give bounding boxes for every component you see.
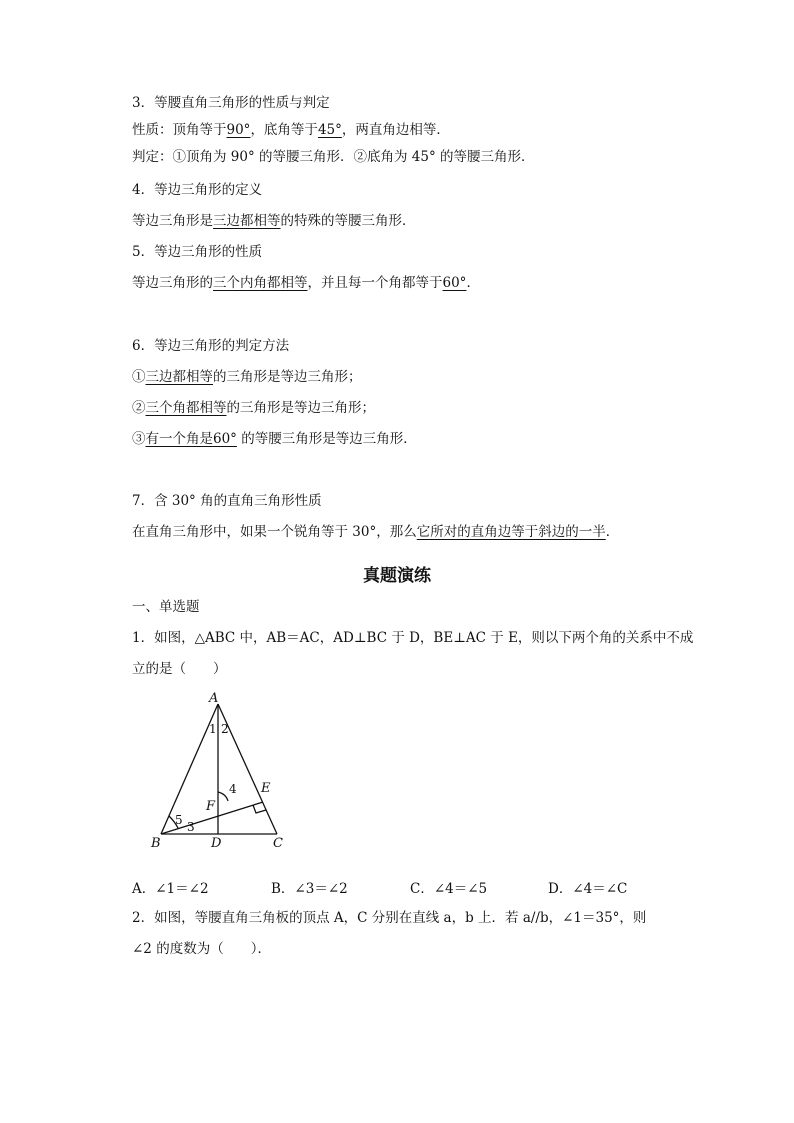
blank-answer: 三边都相等 xyxy=(213,213,281,229)
section-4-heading: 4．等边三角形的定义 xyxy=(132,182,263,198)
text: 的等腰三角形是等边三角形． xyxy=(241,431,417,447)
section-6-heading: 6．等边三角形的判定方法 xyxy=(132,338,290,354)
angle-label-4: 4 xyxy=(229,782,237,796)
label-f: F xyxy=(206,799,216,814)
text: ，底角等于 xyxy=(250,122,318,138)
text: ② xyxy=(132,400,146,416)
right-angle-mark xyxy=(253,805,266,813)
section-3-property xyxy=(132,121,450,139)
text: 的三角形是等边三角形； xyxy=(226,400,375,416)
label-b: B xyxy=(151,836,161,851)
text: 的特殊的等腰三角形． xyxy=(280,213,416,229)
angle-label-1: 1 xyxy=(209,722,217,736)
angle-arc-5 xyxy=(169,816,178,828)
text: 在直角三角形中，如果一个锐角等于 30°，那么 xyxy=(132,524,417,540)
blank-answer: 有一个角是 xyxy=(145,431,213,447)
text: ． xyxy=(605,524,620,540)
label-e: E xyxy=(261,781,271,796)
side-ab xyxy=(161,704,218,834)
blank-answer: 45° xyxy=(317,122,342,138)
text: 性质：顶角等于 xyxy=(132,122,227,138)
section-6-item-2 xyxy=(132,399,375,417)
practice-title: 真题演练 xyxy=(363,566,431,586)
angle-arc-4 xyxy=(218,792,228,801)
blank-answer: 三边都相等 xyxy=(145,369,213,385)
blank-answer: 60° xyxy=(213,431,237,447)
altitude-be xyxy=(161,802,263,834)
blank-answer: 60° xyxy=(442,275,467,291)
section-7-property xyxy=(132,523,619,541)
question-1-line-2: 立的是（ ） xyxy=(132,661,227,677)
label-c: C xyxy=(273,836,283,851)
blank-answer: 三个内角都相等 xyxy=(213,275,308,291)
section-7-heading: 7．含 30° 角的直角三角形性质 xyxy=(132,493,322,509)
section-3-heading: 3．等腰直角三角形的性质与判定 xyxy=(132,95,330,111)
text: ① xyxy=(132,369,146,385)
blank-answer: 它所对的直角边等于斜边的一半 xyxy=(416,524,606,540)
text: ． xyxy=(466,275,480,291)
text: 的三角形是等边三角形； xyxy=(213,369,362,385)
angle-label-5: 5 xyxy=(175,813,183,827)
text: ，并且每一个角都等于 xyxy=(307,275,443,291)
question-2-line-2: ∠2 的度数为（ ）． xyxy=(132,941,271,957)
option-a[interactable]: A．∠1＝∠2 xyxy=(132,881,209,897)
blank-answer: 90° xyxy=(226,122,251,138)
section-5-property xyxy=(132,274,480,292)
label-a: A xyxy=(209,691,219,706)
side-ac xyxy=(218,704,277,834)
section-4-definition xyxy=(132,212,416,230)
section-6-item-1 xyxy=(132,368,362,386)
question-2-line-1: 2．如图，等腰直角三角板的顶点 A，C 分别在直线 a，b 上．若 a//b，∠1＝35°，则 xyxy=(132,910,647,926)
text: 等边三角形是 xyxy=(132,213,213,229)
angle-label-2: 2 xyxy=(221,722,229,736)
option-b[interactable]: B．∠3＝∠2 xyxy=(271,881,348,897)
section-label: 一、单选题 xyxy=(132,599,200,615)
angle-label-3: 3 xyxy=(187,820,195,834)
section-3-judgement: 判定：①顶角为 90° 的等腰三角形．②底角为 45° 的等腰三角形． xyxy=(132,149,535,165)
option-d[interactable]: D．∠4＝∠C xyxy=(548,881,628,897)
label-d: D xyxy=(211,836,222,851)
question-1-line-1: 1．如图，△ABC 中，AB＝AC，AD⊥BC 于 D，BE⊥AC 于 E，则以下两个角的关系中不成 xyxy=(132,630,694,646)
blank-answer: 三个角都相等 xyxy=(145,400,227,416)
text: 等边三角形的 xyxy=(132,275,213,291)
option-c[interactable]: C．∠4＝∠5 xyxy=(410,881,488,897)
section-5-heading: 5．等边三角形的性质 xyxy=(132,244,263,260)
text: ，两直角边相等． xyxy=(341,122,450,138)
section-6-item-3 xyxy=(132,430,417,448)
text: ③ xyxy=(132,431,146,447)
